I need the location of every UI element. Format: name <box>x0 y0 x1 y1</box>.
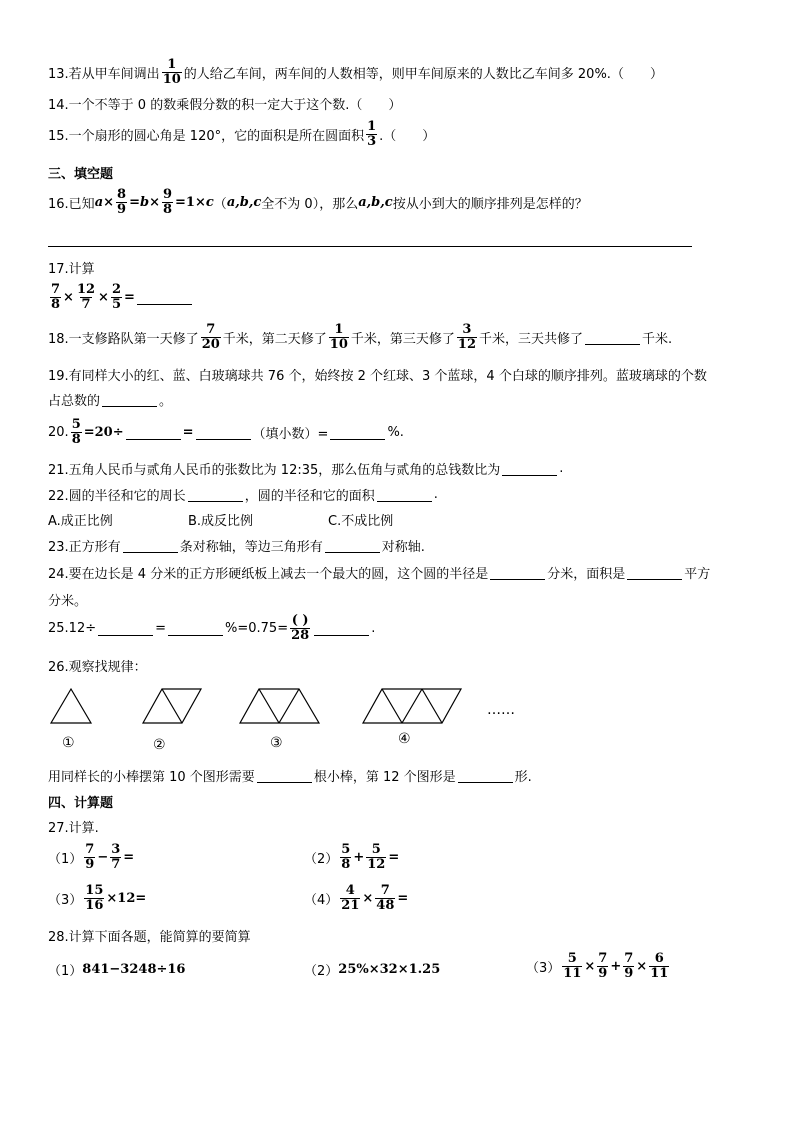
question-26: 用同样长的小棒摆第 10 个图形需要 根小棒，第 12 个图形是 形. <box>48 770 532 785</box>
question-24-cont: 分米。 <box>48 594 88 609</box>
q27-item-2: （2） $\frac{5}{8}$ + $\frac{5}{12}$ = <box>304 842 400 872</box>
fraction: $\frac{1}{3}$ <box>367 119 377 149</box>
figure-2-triangles <box>143 689 201 723</box>
question-18: 18.一支修路队第一天修了 $\frac{7}{20}$ 千米，第二天修了 $\frac{1}{10}$ 千米，第三天修了 $\frac{3}{12}$ 千米，三天共修了 千米. <box>48 322 673 352</box>
answer-blank[interactable] <box>502 462 557 476</box>
q28-item-1: （1） 841−3248÷16 <box>48 962 186 979</box>
figure-label-1: ① <box>62 735 75 751</box>
question-15: 15.一个扇形的圆心角是 120°，它的面积是所在圆面积 $\frac{1}{3}$ .（ ） <box>48 119 436 149</box>
ellipsis: …… <box>487 702 515 718</box>
answer-blank[interactable] <box>126 426 181 440</box>
answer-blank[interactable] <box>585 331 640 345</box>
q22-option-c[interactable]: C.不成比例 <box>328 514 394 529</box>
figure-1-triangles <box>51 689 91 723</box>
answer-blank[interactable] <box>314 622 369 636</box>
figure-3-triangles <box>240 689 319 723</box>
question-21: 21.五角人民币与贰角人民币的张数比为 12:35，那么伍角与贰角的总钱数比为 . <box>48 461 564 478</box>
question-26-label: 26.观察找规律： <box>48 660 147 675</box>
question-28-label: 28.计算下面各题，能简算的要简算 <box>48 930 251 945</box>
question-27-label: 27.计算. <box>48 821 99 836</box>
question-13: 13.若从甲车间调出 $\frac{1}{10}$ 的人给乙车间，两车间的人数相等，则甲车间原来的人数比乙车间多 20%.（ ） <box>48 57 663 87</box>
fraction: $\frac{1}{10}$ <box>162 57 181 87</box>
q22-option-b[interactable]: B.成反比例 <box>188 514 254 529</box>
answer-blank[interactable] <box>627 566 682 580</box>
q27-item-1: （1） $\frac{7}{9}$ − $\frac{3}{7}$ = <box>48 842 135 872</box>
answer-line[interactable] <box>48 246 692 247</box>
question-20: 20. $\frac{5}{8}$ =20÷ = （填小数）= %. <box>48 417 404 447</box>
q28-item-2: （2） 25%×32×1.25 <box>304 962 441 979</box>
answer-blank[interactable] <box>137 291 192 305</box>
q27-item-4: （4） $\frac{4}{21}$ × $\frac{7}{48}$ = <box>304 883 409 913</box>
answer-blank[interactable] <box>168 622 223 636</box>
fraction-blank[interactable]: $\frac{( )}{28}$ <box>291 613 310 643</box>
answer-blank[interactable] <box>123 539 178 553</box>
q27-item-3: （3） $\frac{15}{16}$ ×12= <box>48 883 147 913</box>
answer-blank[interactable] <box>325 539 380 553</box>
figure-4-triangles <box>363 689 461 723</box>
q22-option-a[interactable]: A.成正比例 <box>48 514 113 529</box>
answer-blank[interactable] <box>257 769 312 783</box>
section-heading-3: 三、填空题 <box>48 167 114 182</box>
answer-blank[interactable] <box>458 769 513 783</box>
section-heading-4: 四、计算题 <box>48 796 114 811</box>
answer-blank[interactable] <box>98 622 153 636</box>
answer-blank[interactable] <box>196 426 251 440</box>
question-23: 23.正方形有 条对称轴，等边三角形有 对称轴. <box>48 540 425 555</box>
question-25: 25.12÷ = %=0.75= $\frac{( )}{28}$ . <box>48 613 376 643</box>
answer-blank[interactable] <box>490 566 545 580</box>
figure-label-3: ③ <box>270 735 283 751</box>
answer-blank[interactable] <box>377 488 432 502</box>
answer-blank[interactable] <box>188 488 243 502</box>
question-16: 16.已知 a × $\frac{8}{9}$ = b × $\frac{9}{8}$ =1× c （ a,b,c 全不为 0），那么 a,b,c 按从小到大的顺序排列是怎样的？ <box>48 187 588 217</box>
answer-blank[interactable] <box>102 393 157 407</box>
figure-label-2: ② <box>153 737 166 753</box>
figure-label-4: ④ <box>398 731 411 747</box>
question-19-cont: 占总数的 。 <box>48 394 173 409</box>
triangle-pattern-figures <box>0 680 794 760</box>
question-24: 24.要在边长是 4 分米的正方形硬纸板上减去一个最大的圆，这个圆的半径是 分米，面积是 平方 <box>48 567 711 582</box>
question-22: 22.圆的半径和它的周长 ，圆的半径和它的面积 . <box>48 487 438 504</box>
question-19: 19.有同样大小的红、蓝、白玻璃球共 76 个，始终按 2 个红球、3 个蓝球，4 个白球的顺序排列。蓝玻璃球的个数 <box>48 369 707 384</box>
question-17-expression: $\frac{7}{8}$ × $\frac{12}{7}$ × $\frac{2}{5}$ = <box>48 283 194 312</box>
answer-blank[interactable] <box>330 426 385 440</box>
q28-item-3: （3） $\frac{5}{11}$ × $\frac{7}{9}$ + $\frac{7}{9}$ × $\frac{6}{11}$ <box>526 951 669 981</box>
question-14: 14.一个不等于 0 的数乘假分数的积一定大于这个数.（ ） <box>48 98 402 113</box>
question-17-label: 17.计算 <box>48 262 95 277</box>
